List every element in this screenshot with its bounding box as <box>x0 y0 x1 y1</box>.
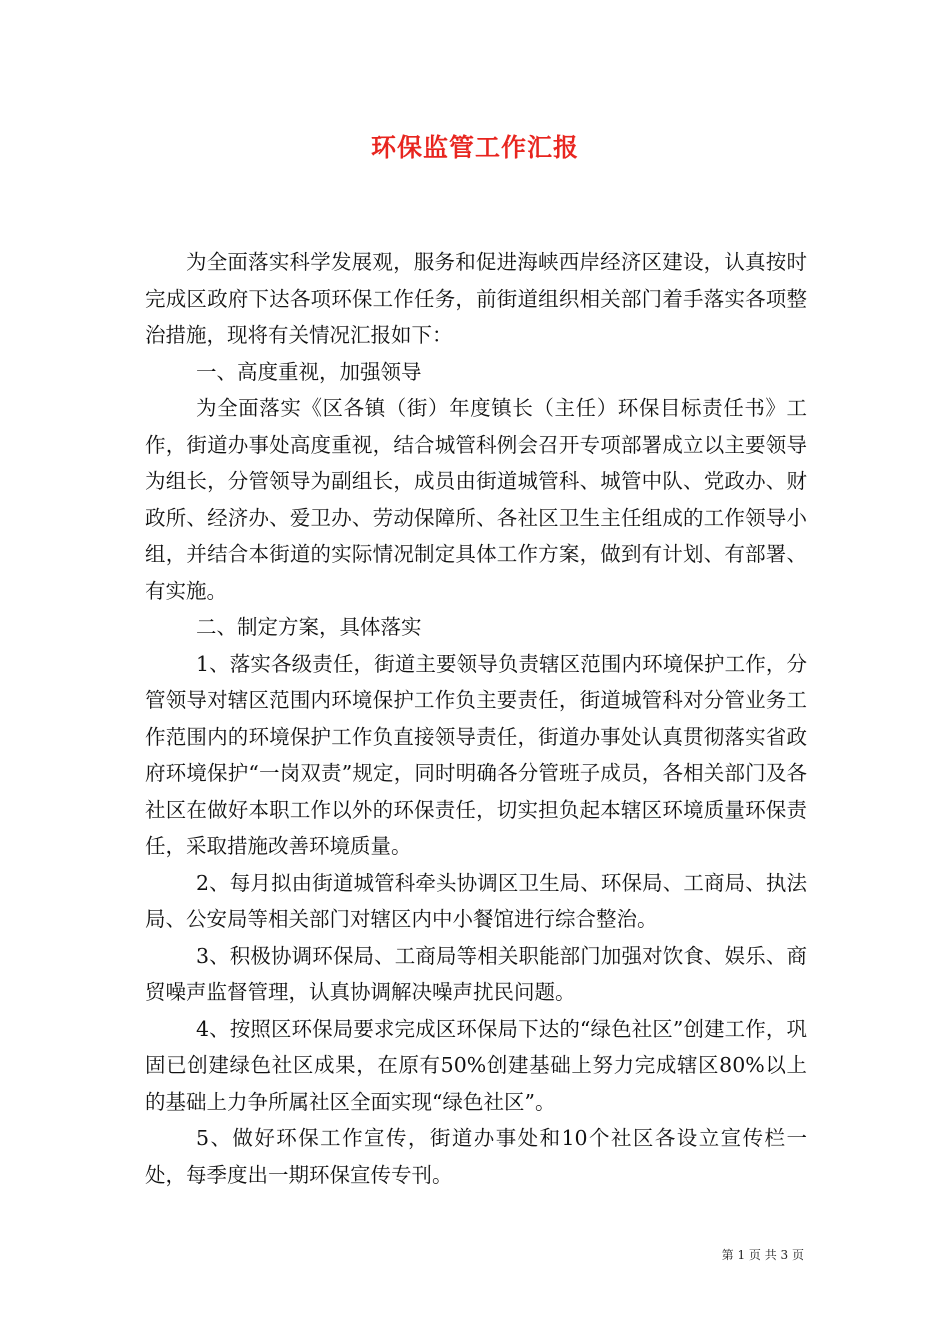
page-number: 第 1 页 共 3 页 <box>721 1248 804 1262</box>
item-4-paragraph: 4、按照区环保局要求完成区环保局下达的“绿色社区”创建工作，巩固已创建绿色社区成果，在原有50%创建基础上努力完成辖区80%以上的基础上力争所属社区全面实现“绿色社区”。 <box>145 1016 807 1114</box>
item-5-paragraph: 5、做好环保工作宣传，街道办事处和10个社区各设立宣传栏一处，每季度出一期环保宣传专刊。 <box>145 1126 807 1187</box>
section-heading-1: 一、高度重视，加强领导 <box>196 359 422 384</box>
document-body <box>145 244 807 1193</box>
section-heading-2: 二、制定方案，具体落实 <box>196 615 422 639</box>
item-2-paragraph: 2、每月拟由街道城管科牵头协调区卫生局、环保局、工商局、执法局、公安局等相关部门对辖区内中小餐馆进行综合整治。 <box>145 870 807 931</box>
intro-paragraph: 为全面落实科学发展观，服务和促进海峡西岸经济区建设，认真按时完成区政府下达各项环保工作任务，前街道组织相关部门着手落实各项整治措施，现将有关情况汇报如下： <box>145 250 807 347</box>
item-3-paragraph: 3、积极协调环保局、工商局等相关职能部门加强对饮食、娱乐、商贸噪声监督管理，认真协调解决噪声扰民问题。 <box>145 943 807 1004</box>
item-1-paragraph: 1、落实各级责任，街道主要领导负责辖区范围内环境保护工作，分管领导对辖区范围内环境保护工作负主要责任，街道城管科对分管业务工作范围内的环境保护工作负直接领导责任，街道办事处认真贯彻落实省政府环境保护“一岗双责”规定，同时明确各分管班子成员，各相关部门及各社区在做好本职工作以外的环保责任，切实担负起本辖区环境质量环保责任，采取措施改善环境质量。 <box>145 651 807 858</box>
document-title: 环保监管工作汇报 <box>370 133 579 162</box>
section-1-paragraph: 为全面落实《区各镇（街）年度镇长（主任）环保目标责任书》工作，街道办事处高度重视，结合城管科例会召开专项部署成立以主要领导为组长，分管领导为副组长，成员由街道城管科、城管中队、党政办、财政所、经济办、爱卫办、劳动保障所、各社区卫生主任组成的工作领导小组，并结合本街道的实际情况制定具体工作方案，做到有计划、有部署、有实施。 <box>145 396 807 603</box>
